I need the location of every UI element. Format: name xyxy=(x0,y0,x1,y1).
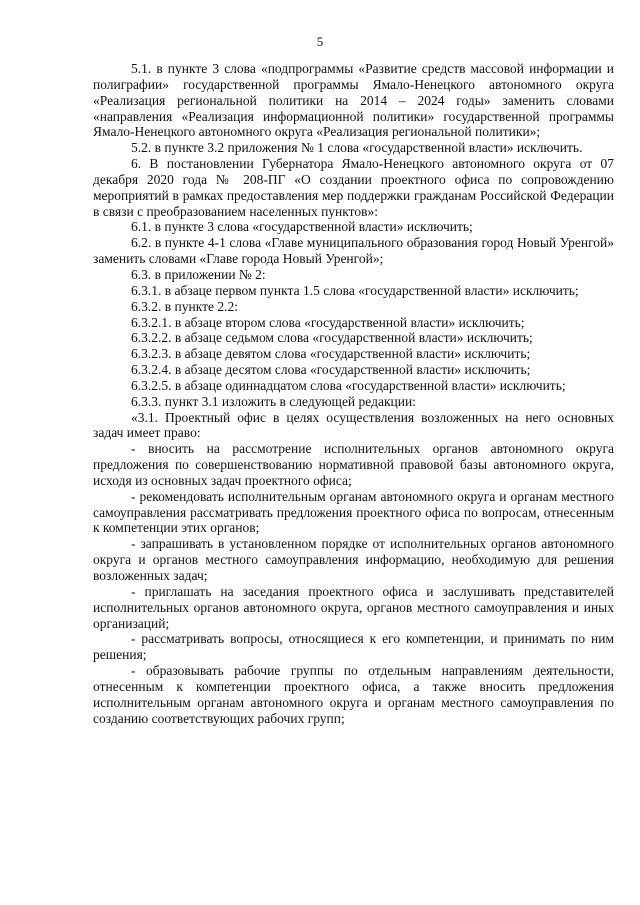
paragraph-6-3-2-5: 6.3.2.5. в абзаце одиннадцатом слова «государственной власти» исключить; xyxy=(131,377,566,393)
list-item-propose: - вносить на рассмотрение исполнительных органов автономного округа предложения по совершенствованию нормативной правовой базы автономного округа, исходя из основных задач проектного офиса; xyxy=(93,441,614,488)
paragraph-6-3-2-3: 6.3.2.3. в абзаце девятом слова «государственной власти» исключить; xyxy=(131,346,531,362)
page-number: 5 xyxy=(316,34,324,49)
list-item-consider: - рассматривать вопросы, относящиеся к его компетенции, и принимать по ним решения; xyxy=(93,631,614,663)
list-item-invite: - приглашать на заседания проектного офиса и заслушивать представителей исполнительных органов автономного округа, органов местного самоуправления и иных организаций; xyxy=(93,583,614,631)
paragraph-6: 6. В постановлении Губернатора Ямало-Ненецкого автономного округа от 07 декабря 2020 года № 208-ПГ «О создании проектного офиса по сопровождению мероприятий в рамках предоставления мер поддержки гражданам Российской Федерации в связи с преобразованием населенных пунктов»: xyxy=(93,156,614,219)
paragraph-6-3-1: 6.3.1. в абзаце первом пункта 1.5 слова «государственной власти» исключить; xyxy=(131,282,579,298)
paragraph-6-1: 6.1. в пункте 3 слова «государственной власти» исключить; xyxy=(131,219,473,235)
document-body xyxy=(93,61,614,726)
paragraph-5-1: 5.1. в пункте 3 слова «подпрограммы «Развитие средств массовой информации и полиграфии» государственной программы Ямало-Ненецкого автономного округа «Реализация региональной политики на 2014 – 2024 годы» заменить словами «направления «Реализация информационной политики» государственной программы Ямало-Ненецкого автономного округа «Реализация региональной политики»; xyxy=(93,61,614,140)
paragraph-3-1: «3.1. Проектный офис в целях осуществления возложенных на него основных задач имеет право: xyxy=(93,409,614,441)
paragraph-6-3: 6.3. в приложении № 2: xyxy=(131,266,266,282)
list-item-form-groups: - образовывать рабочие группы по отдельным направлениям деятельности, отнесенным к компетенции проектного офиса, а также вносить предложения исполнительным органам автономного округа и органам местного самоуправления по созданию соответствующих рабочих групп; xyxy=(93,663,614,726)
paragraph-6-2: 6.2. в пункте 4-1 слова «Главе муниципального образования город Новый Уренгой» заменить словами «Главе города Новый Уренгой»; xyxy=(93,235,614,267)
paragraph-6-3-2-4: 6.3.2.4. в абзаце десятом слова «государственной власти» исключить; xyxy=(131,362,531,378)
paragraph-6-3-2-1: 6.3.2.1. в абзаце втором слова «государственной власти» исключить; xyxy=(131,314,525,330)
list-item-recommend: - рекомендовать исполнительным органам автономного округа и органам местного самоуправления рассматривать предложения проектного офиса по вопросам, отнесенным к компетенции этих органов; xyxy=(93,488,614,536)
paragraph-6-3-2-2: 6.3.2.2. в абзаце седьмом слова «государственной власти» исключить; xyxy=(131,330,533,346)
paragraph-6-3-3: 6.3.3. пункт 3.1 изложить в следующей редакции: xyxy=(131,393,416,409)
paragraph-5-2: 5.2. в пункте 3.2 приложения № 1 слова «государственной власти» исключить. xyxy=(131,140,583,156)
paragraph-6-3-2: 6.3.2. в пункте 2.2: xyxy=(131,298,238,314)
list-item-request: - запрашивать в установленном порядке от исполнительных органов автономного округа и органов местного самоуправления информацию, необходимую для решения возложенных задач; xyxy=(93,536,614,583)
